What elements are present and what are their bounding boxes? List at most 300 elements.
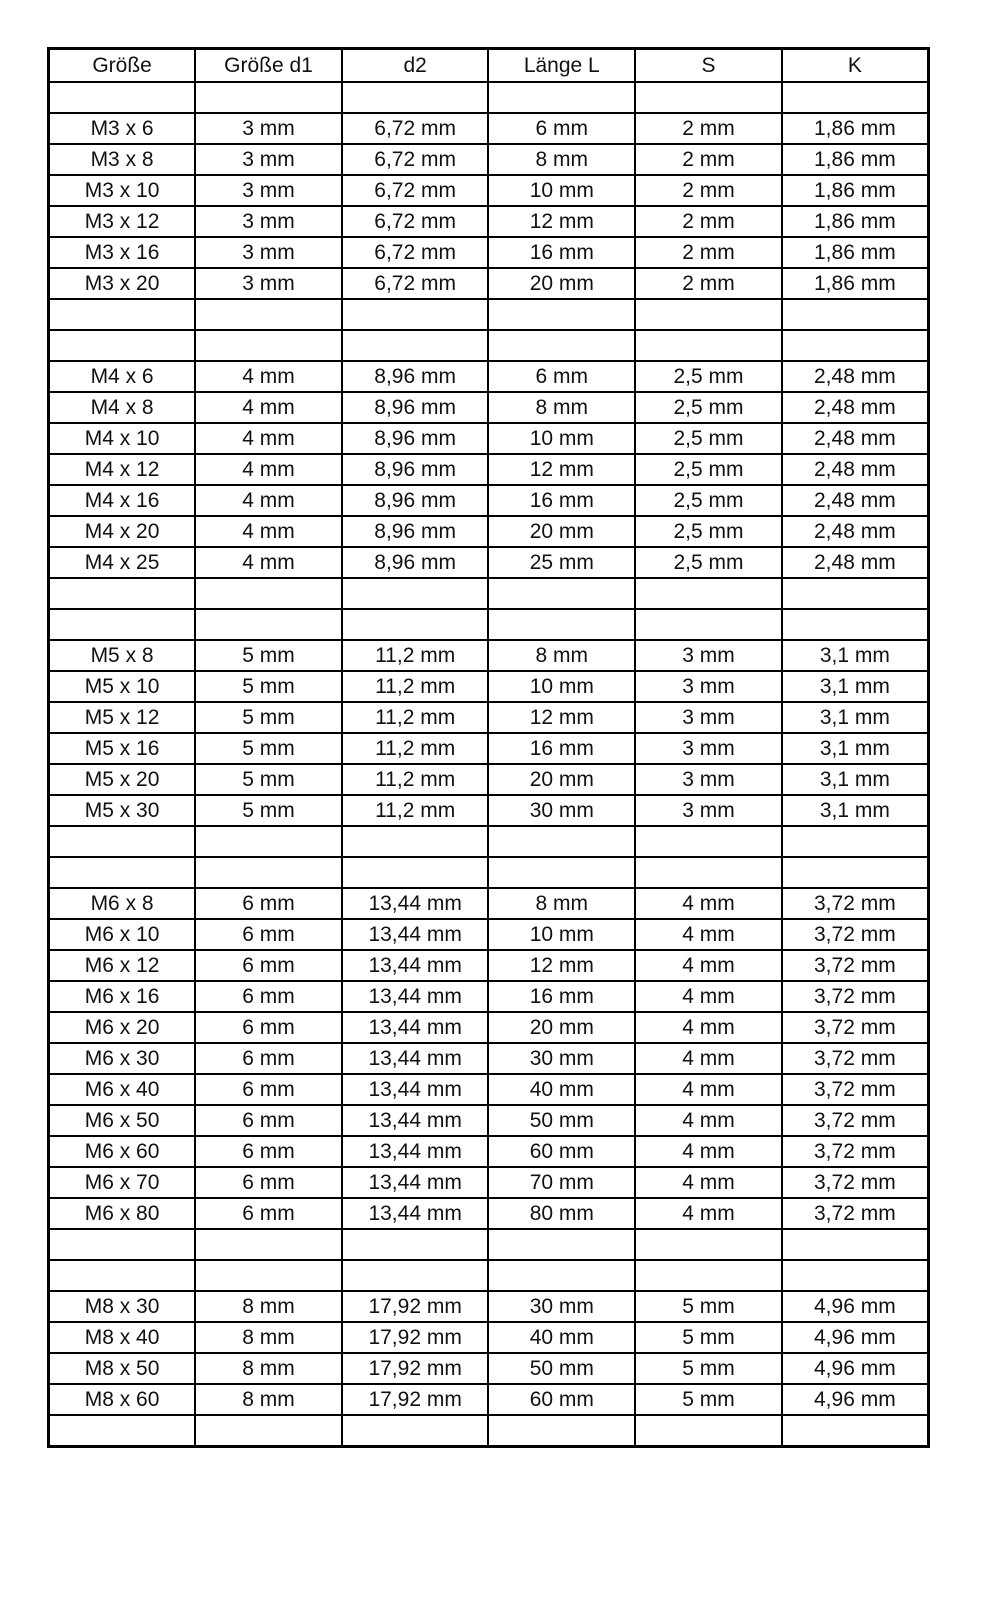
table-row — [49, 1043, 929, 1074]
cell-d2 — [342, 857, 489, 888]
cell-size-d1: 4 mm — [195, 423, 342, 454]
cell-s: 2,5 mm — [635, 454, 782, 485]
cell-d2: 8,96 mm — [342, 547, 489, 578]
cell-s: 5 mm — [635, 1322, 782, 1353]
cell-size: M5 x 10 — [49, 671, 196, 702]
cell-size-d1 — [195, 299, 342, 330]
cell-k: 4,96 mm — [782, 1353, 929, 1384]
table-row — [49, 1291, 929, 1322]
cell-size: M6 x 70 — [49, 1167, 196, 1198]
cell-size: M5 x 16 — [49, 733, 196, 764]
cell-d2 — [342, 1415, 489, 1447]
cell-size-d1 — [195, 1260, 342, 1291]
cell-s — [635, 578, 782, 609]
cell-s: 3 mm — [635, 671, 782, 702]
cell-length-l: 20 mm — [488, 516, 635, 547]
cell-length-l: 10 mm — [488, 423, 635, 454]
table-row — [49, 1074, 929, 1105]
cell-size: M4 x 10 — [49, 423, 196, 454]
cell-d2 — [342, 330, 489, 361]
cell-length-l — [488, 857, 635, 888]
cell-size: M8 x 40 — [49, 1322, 196, 1353]
cell-s: 3 mm — [635, 640, 782, 671]
cell-size-d1: 8 mm — [195, 1384, 342, 1415]
cell-length-l: 6 mm — [488, 361, 635, 392]
cell-d2: 13,44 mm — [342, 1167, 489, 1198]
cell-length-l: 25 mm — [488, 547, 635, 578]
cell-d2 — [342, 1229, 489, 1260]
cell-k: 2,48 mm — [782, 485, 929, 516]
cell-s: 2,5 mm — [635, 392, 782, 423]
cell-length-l: 20 mm — [488, 1012, 635, 1043]
table-spacer-row — [49, 1229, 929, 1260]
cell-size-d1: 6 mm — [195, 1105, 342, 1136]
cell-size-d1: 4 mm — [195, 485, 342, 516]
cell-size-d1: 3 mm — [195, 206, 342, 237]
cell-s: 2 mm — [635, 237, 782, 268]
cell-size-d1: 8 mm — [195, 1291, 342, 1322]
cell-size-d1: 5 mm — [195, 702, 342, 733]
cell-d2: 17,92 mm — [342, 1291, 489, 1322]
cell-k — [782, 826, 929, 857]
table-row — [49, 268, 929, 299]
cell-length-l: 20 mm — [488, 268, 635, 299]
cell-k — [782, 1260, 929, 1291]
cell-size-d1: 4 mm — [195, 392, 342, 423]
header-d2: d2 — [342, 49, 489, 83]
cell-length-l: 12 mm — [488, 454, 635, 485]
table-row — [49, 919, 929, 950]
cell-size-d1: 4 mm — [195, 361, 342, 392]
table-row — [49, 237, 929, 268]
cell-k: 3,1 mm — [782, 764, 929, 795]
cell-d2: 8,96 mm — [342, 392, 489, 423]
cell-d2: 8,96 mm — [342, 423, 489, 454]
cell-size-d1 — [195, 1229, 342, 1260]
cell-k — [782, 578, 929, 609]
cell-d2 — [342, 82, 489, 113]
cell-length-l: 50 mm — [488, 1353, 635, 1384]
cell-s: 3 mm — [635, 702, 782, 733]
cell-size-d1: 5 mm — [195, 640, 342, 671]
table-spacer-row — [49, 1260, 929, 1291]
cell-k: 1,86 mm — [782, 268, 929, 299]
cell-s — [635, 609, 782, 640]
cell-s: 5 mm — [635, 1353, 782, 1384]
cell-s: 5 mm — [635, 1291, 782, 1322]
cell-size-d1 — [195, 1415, 342, 1447]
table-row — [49, 981, 929, 1012]
cell-length-l: 80 mm — [488, 1198, 635, 1229]
cell-d2: 6,72 mm — [342, 113, 489, 144]
cell-k: 1,86 mm — [782, 237, 929, 268]
cell-size: M4 x 8 — [49, 392, 196, 423]
cell-length-l: 20 mm — [488, 764, 635, 795]
cell-k — [782, 1229, 929, 1260]
cell-size: M6 x 30 — [49, 1043, 196, 1074]
cell-size: M8 x 30 — [49, 1291, 196, 1322]
cell-s: 2,5 mm — [635, 485, 782, 516]
cell-size — [49, 330, 196, 361]
cell-s — [635, 330, 782, 361]
table-spacer-row — [49, 82, 929, 113]
header-k: K — [782, 49, 929, 83]
cell-s: 4 mm — [635, 1136, 782, 1167]
cell-k: 3,1 mm — [782, 640, 929, 671]
cell-size: M3 x 20 — [49, 268, 196, 299]
cell-length-l: 30 mm — [488, 795, 635, 826]
cell-size-d1: 4 mm — [195, 547, 342, 578]
cell-d2: 8,96 mm — [342, 485, 489, 516]
cell-length-l: 16 mm — [488, 733, 635, 764]
cell-size: M4 x 6 — [49, 361, 196, 392]
cell-size-d1: 5 mm — [195, 671, 342, 702]
cell-size-d1: 6 mm — [195, 919, 342, 950]
cell-d2: 6,72 mm — [342, 268, 489, 299]
cell-length-l — [488, 609, 635, 640]
cell-size-d1: 5 mm — [195, 733, 342, 764]
cell-s — [635, 826, 782, 857]
cell-size: M3 x 16 — [49, 237, 196, 268]
cell-size-d1 — [195, 826, 342, 857]
cell-length-l — [488, 578, 635, 609]
cell-d2 — [342, 299, 489, 330]
cell-length-l — [488, 1260, 635, 1291]
table-row — [49, 206, 929, 237]
cell-size — [49, 826, 196, 857]
cell-d2: 11,2 mm — [342, 702, 489, 733]
table-row — [49, 423, 929, 454]
cell-length-l: 40 mm — [488, 1074, 635, 1105]
cell-size-d1: 6 mm — [195, 981, 342, 1012]
cell-s: 2,5 mm — [635, 361, 782, 392]
table-row — [49, 1136, 929, 1167]
cell-s: 4 mm — [635, 981, 782, 1012]
cell-size-d1: 3 mm — [195, 268, 342, 299]
cell-k: 3,72 mm — [782, 1136, 929, 1167]
cell-d2: 13,44 mm — [342, 950, 489, 981]
cell-size: M5 x 12 — [49, 702, 196, 733]
cell-length-l — [488, 82, 635, 113]
cell-s: 4 mm — [635, 888, 782, 919]
cell-k: 1,86 mm — [782, 144, 929, 175]
cell-s — [635, 1260, 782, 1291]
cell-d2: 8,96 mm — [342, 361, 489, 392]
cell-k: 3,72 mm — [782, 1198, 929, 1229]
cell-length-l: 12 mm — [488, 206, 635, 237]
cell-s: 2 mm — [635, 206, 782, 237]
cell-d2: 8,96 mm — [342, 454, 489, 485]
cell-s: 2,5 mm — [635, 423, 782, 454]
cell-k: 3,72 mm — [782, 1012, 929, 1043]
cell-k: 3,72 mm — [782, 888, 929, 919]
table-row — [49, 640, 929, 671]
cell-size-d1: 3 mm — [195, 113, 342, 144]
cell-length-l — [488, 826, 635, 857]
table-row — [49, 485, 929, 516]
table-spacer-row — [49, 578, 929, 609]
header-row — [49, 49, 929, 83]
cell-k: 2,48 mm — [782, 423, 929, 454]
cell-length-l: 16 mm — [488, 981, 635, 1012]
cell-k — [782, 299, 929, 330]
cell-size — [49, 578, 196, 609]
cell-d2: 13,44 mm — [342, 1105, 489, 1136]
cell-s: 4 mm — [635, 1043, 782, 1074]
cell-k: 2,48 mm — [782, 516, 929, 547]
cell-size: M5 x 8 — [49, 640, 196, 671]
cell-d2: 6,72 mm — [342, 144, 489, 175]
cell-length-l: 8 mm — [488, 640, 635, 671]
cell-length-l: 12 mm — [488, 950, 635, 981]
cell-d2: 17,92 mm — [342, 1384, 489, 1415]
cell-k: 3,1 mm — [782, 671, 929, 702]
table-row — [49, 1322, 929, 1353]
cell-size-d1: 4 mm — [195, 454, 342, 485]
table-row — [49, 516, 929, 547]
cell-size-d1 — [195, 609, 342, 640]
cell-size: M5 x 20 — [49, 764, 196, 795]
cell-length-l — [488, 1229, 635, 1260]
cell-k — [782, 857, 929, 888]
table-spacer-row — [49, 826, 929, 857]
cell-size — [49, 609, 196, 640]
cell-size — [49, 1415, 196, 1447]
cell-s — [635, 82, 782, 113]
cell-size: M6 x 80 — [49, 1198, 196, 1229]
table-row — [49, 702, 929, 733]
cell-s: 4 mm — [635, 1105, 782, 1136]
table-row — [49, 113, 929, 144]
cell-size — [49, 1260, 196, 1291]
table-row — [49, 1012, 929, 1043]
cell-d2 — [342, 1260, 489, 1291]
cell-s: 4 mm — [635, 1198, 782, 1229]
cell-k: 3,72 mm — [782, 1105, 929, 1136]
cell-d2 — [342, 609, 489, 640]
cell-size-d1: 3 mm — [195, 144, 342, 175]
cell-length-l: 8 mm — [488, 392, 635, 423]
cell-size-d1: 4 mm — [195, 516, 342, 547]
cell-size: M6 x 50 — [49, 1105, 196, 1136]
table-row — [49, 454, 929, 485]
table-row — [49, 671, 929, 702]
cell-size: M4 x 20 — [49, 516, 196, 547]
cell-size: M3 x 8 — [49, 144, 196, 175]
cell-s — [635, 1415, 782, 1447]
cell-s: 3 mm — [635, 764, 782, 795]
cell-k: 3,72 mm — [782, 1043, 929, 1074]
table-spacer-row — [49, 609, 929, 640]
cell-size-d1: 3 mm — [195, 237, 342, 268]
cell-size-d1: 6 mm — [195, 1198, 342, 1229]
table-row — [49, 547, 929, 578]
cell-s: 2 mm — [635, 113, 782, 144]
table-header — [49, 49, 929, 83]
table-row — [49, 392, 929, 423]
cell-s: 2,5 mm — [635, 547, 782, 578]
cell-k: 2,48 mm — [782, 361, 929, 392]
cell-size: M6 x 40 — [49, 1074, 196, 1105]
cell-k: 2,48 mm — [782, 392, 929, 423]
cell-k: 1,86 mm — [782, 175, 929, 206]
cell-size — [49, 299, 196, 330]
cell-s — [635, 1229, 782, 1260]
cell-s — [635, 857, 782, 888]
cell-size: M8 x 60 — [49, 1384, 196, 1415]
cell-k: 1,86 mm — [782, 113, 929, 144]
cell-size: M6 x 16 — [49, 981, 196, 1012]
cell-size-d1: 6 mm — [195, 950, 342, 981]
cell-k: 4,96 mm — [782, 1291, 929, 1322]
cell-s: 3 mm — [635, 733, 782, 764]
cell-k: 3,72 mm — [782, 1167, 929, 1198]
cell-s: 4 mm — [635, 1074, 782, 1105]
cell-k: 4,96 mm — [782, 1384, 929, 1415]
cell-length-l: 8 mm — [488, 888, 635, 919]
cell-size — [49, 857, 196, 888]
cell-s: 4 mm — [635, 1012, 782, 1043]
cell-size-d1 — [195, 330, 342, 361]
spec-sheet — [47, 47, 927, 1448]
cell-length-l: 16 mm — [488, 485, 635, 516]
cell-size-d1: 6 mm — [195, 1043, 342, 1074]
cell-d2: 11,2 mm — [342, 795, 489, 826]
cell-size: M6 x 12 — [49, 950, 196, 981]
cell-size-d1: 6 mm — [195, 1167, 342, 1198]
cell-length-l: 8 mm — [488, 144, 635, 175]
table-row — [49, 1353, 929, 1384]
cell-size: M5 x 30 — [49, 795, 196, 826]
cell-d2: 6,72 mm — [342, 237, 489, 268]
cell-length-l: 30 mm — [488, 1043, 635, 1074]
cell-s — [635, 299, 782, 330]
cell-d2: 6,72 mm — [342, 206, 489, 237]
table-row — [49, 1105, 929, 1136]
table-row — [49, 361, 929, 392]
cell-length-l: 10 mm — [488, 671, 635, 702]
cell-size: M3 x 12 — [49, 206, 196, 237]
cell-k: 3,1 mm — [782, 702, 929, 733]
cell-d2: 11,2 mm — [342, 671, 489, 702]
table-spacer-row — [49, 1415, 929, 1447]
cell-length-l: 10 mm — [488, 175, 635, 206]
table-row — [49, 1167, 929, 1198]
cell-d2: 13,44 mm — [342, 1074, 489, 1105]
cell-size: M4 x 25 — [49, 547, 196, 578]
cell-d2: 13,44 mm — [342, 981, 489, 1012]
cell-length-l: 60 mm — [488, 1136, 635, 1167]
cell-d2: 17,92 mm — [342, 1322, 489, 1353]
cell-size — [49, 1229, 196, 1260]
cell-size: M4 x 16 — [49, 485, 196, 516]
cell-d2: 8,96 mm — [342, 516, 489, 547]
table-spacer-row — [49, 299, 929, 330]
cell-size: M6 x 8 — [49, 888, 196, 919]
cell-d2: 13,44 mm — [342, 1136, 489, 1167]
cell-d2: 13,44 mm — [342, 1043, 489, 1074]
cell-length-l: 10 mm — [488, 919, 635, 950]
cell-size: M6 x 20 — [49, 1012, 196, 1043]
table-row — [49, 888, 929, 919]
cell-size: M3 x 6 — [49, 113, 196, 144]
cell-d2: 13,44 mm — [342, 919, 489, 950]
cell-k: 1,86 mm — [782, 206, 929, 237]
cell-d2: 11,2 mm — [342, 733, 489, 764]
cell-s: 5 mm — [635, 1384, 782, 1415]
cell-length-l: 16 mm — [488, 237, 635, 268]
cell-size: M4 x 12 — [49, 454, 196, 485]
cell-k: 2,48 mm — [782, 547, 929, 578]
cell-size-d1: 6 mm — [195, 1136, 342, 1167]
table-row — [49, 1198, 929, 1229]
header-length-l: Länge L — [488, 49, 635, 83]
cell-size-d1: 8 mm — [195, 1353, 342, 1384]
header-size: Größe — [49, 49, 196, 83]
cell-s: 2 mm — [635, 144, 782, 175]
cell-d2: 17,92 mm — [342, 1353, 489, 1384]
cell-k — [782, 82, 929, 113]
cell-size-d1 — [195, 857, 342, 888]
cell-size-d1: 6 mm — [195, 1012, 342, 1043]
cell-d2: 13,44 mm — [342, 1012, 489, 1043]
cell-k — [782, 330, 929, 361]
cell-length-l — [488, 1415, 635, 1447]
cell-d2: 13,44 mm — [342, 888, 489, 919]
cell-s: 2 mm — [635, 175, 782, 206]
cell-k: 2,48 mm — [782, 454, 929, 485]
table-row — [49, 733, 929, 764]
cell-d2 — [342, 578, 489, 609]
cell-d2 — [342, 826, 489, 857]
cell-size-d1 — [195, 82, 342, 113]
cell-size-d1: 3 mm — [195, 175, 342, 206]
screw-dimension-table — [47, 47, 930, 1448]
cell-size: M8 x 50 — [49, 1353, 196, 1384]
cell-size-d1 — [195, 578, 342, 609]
cell-k — [782, 1415, 929, 1447]
cell-size: M6 x 60 — [49, 1136, 196, 1167]
cell-d2: 13,44 mm — [342, 1198, 489, 1229]
header-s: S — [635, 49, 782, 83]
cell-k: 3,1 mm — [782, 733, 929, 764]
cell-k: 4,96 mm — [782, 1322, 929, 1353]
cell-size-d1: 5 mm — [195, 764, 342, 795]
cell-length-l: 40 mm — [488, 1322, 635, 1353]
cell-s: 2 mm — [635, 268, 782, 299]
cell-s: 2,5 mm — [635, 516, 782, 547]
table-row — [49, 1384, 929, 1415]
cell-size-d1: 6 mm — [195, 1074, 342, 1105]
cell-size-d1: 5 mm — [195, 795, 342, 826]
table-spacer-row — [49, 857, 929, 888]
cell-length-l: 70 mm — [488, 1167, 635, 1198]
cell-d2: 6,72 mm — [342, 175, 489, 206]
table-row — [49, 950, 929, 981]
cell-size-d1: 6 mm — [195, 888, 342, 919]
table-row — [49, 795, 929, 826]
header-size-d1: Größe d1 — [195, 49, 342, 83]
cell-length-l: 30 mm — [488, 1291, 635, 1322]
cell-k: 3,72 mm — [782, 950, 929, 981]
table-row — [49, 144, 929, 175]
cell-k: 3,72 mm — [782, 981, 929, 1012]
cell-length-l: 60 mm — [488, 1384, 635, 1415]
cell-d2: 11,2 mm — [342, 640, 489, 671]
cell-s: 4 mm — [635, 919, 782, 950]
cell-length-l: 12 mm — [488, 702, 635, 733]
cell-size: M3 x 10 — [49, 175, 196, 206]
